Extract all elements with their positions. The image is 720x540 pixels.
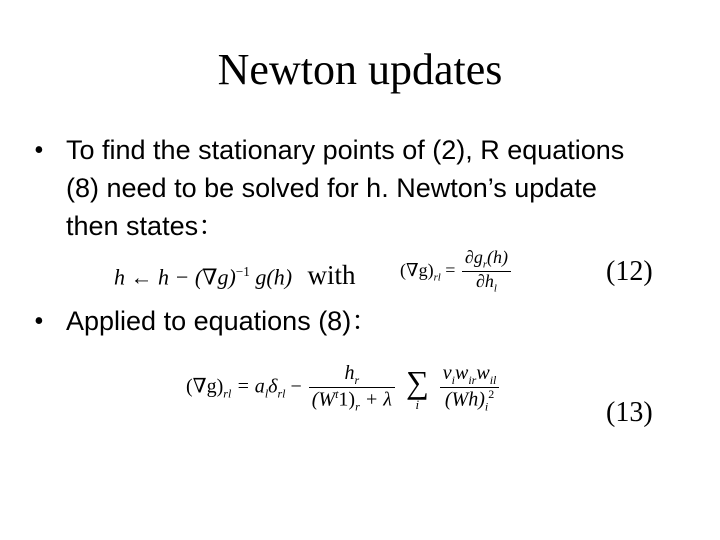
eq13-f1-den-a: (W <box>311 388 336 411</box>
eq13-f1-num-sub: r <box>354 373 360 387</box>
bullet-1-line-2: (8) need to be solved for h. Newton’s update <box>66 173 597 203</box>
eq13-f1-den-c: + λ <box>359 388 392 411</box>
eq13-sum-sub: i <box>415 396 420 412</box>
eq13-sum <box>405 363 429 412</box>
eq13-f1-den-b: 1) <box>338 388 356 411</box>
eq13-f1-den-sub: r <box>355 399 360 414</box>
eq13-f2-w2-sub: il <box>489 373 497 387</box>
eq12-num-arg: (h) <box>487 247 509 267</box>
equation-12-definition <box>400 248 513 296</box>
bullet-marker: • <box>34 135 44 166</box>
bullet-1-line-1: To find the stationary points of (2), R equations <box>66 135 625 165</box>
eq13-minus: − <box>290 375 302 398</box>
eq13-fraction-1 <box>309 362 395 414</box>
eq12-equals: = <box>445 260 456 281</box>
bullet-marker: • <box>34 306 44 337</box>
eq12-lhs: h ← h − (∇g) <box>114 264 236 290</box>
eq12-inverse: −1 <box>235 264 250 279</box>
eq13-lhs: (∇g) <box>186 375 224 398</box>
eq12-with: with <box>307 260 356 291</box>
equation-12 <box>114 250 356 299</box>
eq12-fraction <box>462 248 511 296</box>
equation-13 <box>186 362 501 414</box>
eq13-a: = a <box>236 375 265 398</box>
eq13-a-sub: l <box>264 386 269 401</box>
bullet-text-1 <box>66 131 696 245</box>
eq13-delta-sub: rl <box>277 386 286 401</box>
equation-12-number: (12) <box>606 256 653 287</box>
eq12-rhs: g(h) <box>249 264 293 290</box>
eq13-f2-den-sub: i <box>484 399 489 414</box>
eq13-f2-v: v <box>442 362 452 384</box>
eq12-grad: (∇g) <box>400 260 434 281</box>
bullet-text-2 <box>66 302 696 340</box>
bullet-2-line-1: Applied to equations (8)： <box>66 306 379 336</box>
eq13-f1-den-t: t <box>335 387 339 402</box>
eq13-sum-symbol: ∑ <box>405 363 429 400</box>
bullet-1-line-3: then states： <box>66 211 226 241</box>
eq12-num: ∂g <box>464 247 483 267</box>
eq13-delta: δ <box>268 375 278 398</box>
eq13-f1-num: h <box>344 362 355 384</box>
eq13-f2-den: (Wh) <box>444 388 485 411</box>
eq13-fraction-2 <box>440 362 500 414</box>
eq12-num-sub: r <box>482 258 488 271</box>
equation-13-number: (13) <box>606 397 653 428</box>
eq13-lhs-sub: rl <box>223 386 232 401</box>
slide-title: Newton updates <box>217 45 503 94</box>
eq12-grad-sub: rl <box>433 271 441 284</box>
eq13-f2-v-sub: i <box>451 373 455 387</box>
eq13-f2-w1: w <box>454 362 469 384</box>
eq13-f2-w2: w <box>476 362 490 384</box>
eq13-f2-w1-sub: ir <box>468 373 477 387</box>
eq13-f2-den-sup: 2 <box>488 387 495 402</box>
eq12-den: ∂h <box>476 271 494 292</box>
eq12-den-sub: l <box>493 283 497 296</box>
